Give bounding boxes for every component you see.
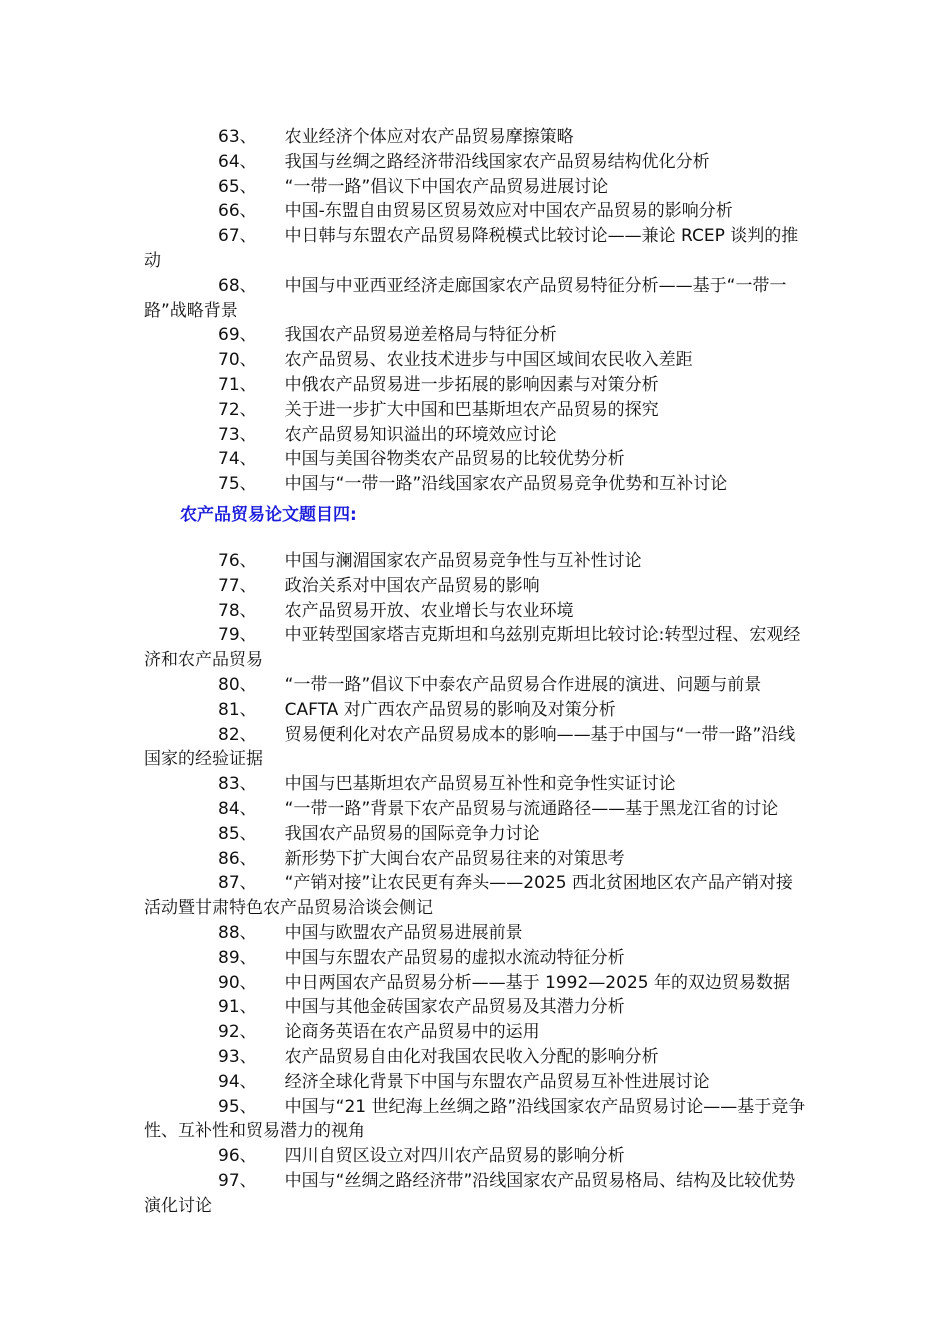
item-title: 贸易便利化对农产品贸易成本的影响——基于中国与“一带一路”沿线国家的经验证据 bbox=[144, 724, 796, 770]
item-number: 84、 bbox=[218, 798, 257, 819]
item-title: 中国与欧盟农产品贸易进展前景 bbox=[284, 922, 523, 943]
item-title: “一带一路”倡议下中泰农产品贸易合作进展的演进、问题与前景 bbox=[284, 674, 762, 695]
list-item bbox=[144, 348, 809, 373]
item-number: 90、 bbox=[218, 972, 257, 993]
section-heading: 农产品贸易论文题目四: bbox=[180, 505, 357, 525]
item-number: 65、 bbox=[218, 176, 257, 197]
list-item bbox=[144, 398, 809, 423]
item-number: 93、 bbox=[218, 1046, 257, 1067]
item-number: 75、 bbox=[218, 474, 257, 495]
item-number: 95、 bbox=[218, 1096, 257, 1117]
item-title: 农产品贸易知识溢出的环境效应讨论 bbox=[284, 424, 557, 445]
item-title: 中国与“一带一路”沿线国家农产品贸易竞争优势和互补讨论 bbox=[284, 474, 728, 495]
item-number: 94、 bbox=[218, 1071, 257, 1092]
list-item bbox=[144, 822, 809, 847]
item-title: 中国与“21 世纪海上丝绸之路”沿线国家农产品贸易讨论——基于竞争性、互补性和贸易潜力的视角 bbox=[144, 1096, 806, 1142]
item-number: 81、 bbox=[218, 699, 257, 720]
list-item bbox=[144, 946, 809, 971]
list-item bbox=[144, 549, 809, 574]
list-item bbox=[144, 921, 809, 946]
list-item bbox=[144, 1095, 809, 1145]
item-title: 政治关系对中国农产品贸易的影响 bbox=[284, 575, 540, 596]
list-item bbox=[144, 423, 809, 448]
list-item bbox=[144, 797, 809, 822]
list-item bbox=[144, 995, 809, 1020]
item-number: 82、 bbox=[218, 724, 257, 745]
list-item bbox=[144, 847, 809, 872]
item-title: 中国与东盟农产品贸易的虚拟水流动特征分析 bbox=[284, 947, 625, 968]
item-title: “一带一路”背景下农产品贸易与流通路径——基于黑龙江省的讨论 bbox=[284, 798, 779, 819]
item-number: 73、 bbox=[218, 424, 257, 445]
list-item bbox=[144, 1020, 809, 1045]
item-title: 中国-东盟自由贸易区贸易效应对中国农产品贸易的影响分析 bbox=[284, 201, 733, 222]
item-number: 64、 bbox=[218, 151, 257, 172]
list-item bbox=[144, 871, 809, 921]
item-number: 66、 bbox=[218, 201, 257, 222]
item-number: 89、 bbox=[218, 947, 257, 968]
list-item bbox=[144, 574, 809, 599]
item-title: 经济全球化背景下中国与东盟农产品贸易互补性进展讨论 bbox=[284, 1071, 710, 1092]
item-title: 我国与丝绸之路经济带沿线国家农产品贸易结构优化分析 bbox=[284, 151, 710, 172]
item-number: 97、 bbox=[218, 1170, 257, 1191]
item-number: 79、 bbox=[218, 625, 257, 646]
list-item bbox=[144, 1144, 809, 1169]
item-title: 中亚转型国家塔吉克斯坦和乌兹别克斯坦比较讨论:转型过程、宏观经济和农产品贸易 bbox=[144, 625, 801, 671]
item-title: 中国与美国谷物类农产品贸易的比较优势分析 bbox=[284, 449, 625, 470]
item-title: 我国农产品贸易的国际竞争力讨论 bbox=[284, 823, 540, 844]
list-item bbox=[144, 1169, 809, 1219]
item-title: CAFTA 对广西农产品贸易的影响及对策分析 bbox=[284, 699, 616, 720]
list-item bbox=[144, 472, 809, 497]
item-title: 中俄农产品贸易进一步拓展的影响因素与对策分析 bbox=[284, 374, 659, 395]
item-number: 74、 bbox=[218, 449, 257, 470]
item-number: 67、 bbox=[218, 226, 257, 247]
list-item bbox=[144, 1070, 809, 1095]
list-item bbox=[144, 971, 809, 996]
item-number: 80、 bbox=[218, 674, 257, 695]
item-title: 中国与“丝绸之路经济带”沿线国家农产品贸易格局、结构及比较优势演化讨论 bbox=[144, 1170, 796, 1216]
item-number: 85、 bbox=[218, 823, 257, 844]
list-item bbox=[144, 199, 809, 224]
item-number: 88、 bbox=[218, 922, 257, 943]
item-title: 中国与其他金砖国家农产品贸易及其潜力分析 bbox=[284, 997, 625, 1018]
list-item bbox=[144, 447, 809, 472]
list-item bbox=[144, 274, 809, 324]
item-title: 论商务英语在农产品贸易中的运用 bbox=[284, 1022, 540, 1043]
item-title: 农产品贸易开放、农业增长与农业环境 bbox=[284, 600, 574, 621]
list-item bbox=[144, 698, 809, 723]
item-title: 农产品贸易自由化对我国农民收入分配的影响分析 bbox=[284, 1046, 659, 1067]
item-title: 新形势下扩大闽台农产品贸易往来的对策思考 bbox=[284, 848, 625, 869]
item-title: 中日韩与东盟农产品贸易降税模式比较讨论——兼论 RCEP 谈判的推动 bbox=[144, 226, 799, 271]
item-number: 78、 bbox=[218, 600, 257, 621]
list-item bbox=[144, 373, 809, 398]
item-title: 农业经济个体应对农产品贸易摩擦策略 bbox=[284, 127, 574, 147]
item-number: 68、 bbox=[218, 275, 257, 296]
item-number: 70、 bbox=[218, 350, 257, 371]
list-item bbox=[144, 224, 809, 274]
item-number: 83、 bbox=[218, 774, 257, 795]
topic-list-part-1 bbox=[144, 125, 809, 497]
item-title: 我国农产品贸易逆差格局与特征分析 bbox=[284, 325, 557, 346]
topic-list-part-2 bbox=[144, 549, 809, 1219]
list-item bbox=[144, 150, 809, 175]
item-title: 农产品贸易、农业技术进步与中国区域间农民收入差距 bbox=[284, 350, 693, 371]
item-title: 中国与巴基斯坦农产品贸易互补性和竞争性实证讨论 bbox=[284, 774, 676, 795]
item-number: 77、 bbox=[218, 575, 257, 596]
item-title: 中国与澜湄国家农产品贸易竞争性与互补性讨论 bbox=[284, 551, 642, 571]
list-item bbox=[144, 723, 809, 773]
list-item bbox=[144, 623, 809, 673]
list-item bbox=[144, 125, 809, 150]
item-number: 72、 bbox=[218, 399, 257, 420]
item-title: 中日两国农产品贸易分析——基于 1992—2025 年的双边贸易数据 bbox=[284, 972, 790, 993]
item-title: “一带一路”倡议下中国农产品贸易进展讨论 bbox=[284, 176, 609, 197]
item-title: 关于进一步扩大中国和巴基斯坦农产品贸易的探究 bbox=[284, 399, 659, 420]
item-number: 63、 bbox=[218, 127, 257, 147]
item-number: 76、 bbox=[218, 551, 257, 571]
item-title: “产销对接”让农民更有奔头——2025 西北贫困地区农产品产销对接活动暨甘肃特色农产品贸易洽谈会侧记 bbox=[144, 873, 793, 919]
item-number: 96、 bbox=[218, 1146, 257, 1167]
list-item bbox=[144, 323, 809, 348]
list-item bbox=[144, 175, 809, 200]
item-number: 86、 bbox=[218, 848, 257, 869]
list-item bbox=[144, 599, 809, 624]
item-number: 71、 bbox=[218, 374, 257, 395]
item-number: 69、 bbox=[218, 325, 257, 346]
list-item bbox=[144, 772, 809, 797]
item-number: 87、 bbox=[218, 873, 257, 894]
item-number: 92、 bbox=[218, 1022, 257, 1043]
list-item bbox=[144, 673, 809, 698]
list-item bbox=[144, 1045, 809, 1070]
item-title: 中国与中亚西亚经济走廊国家农产品贸易特征分析——基于“一带一路”战略背景 bbox=[144, 275, 787, 321]
item-title: 四川自贸区设立对四川农产品贸易的影响分析 bbox=[284, 1146, 625, 1167]
item-number: 91、 bbox=[218, 997, 257, 1018]
